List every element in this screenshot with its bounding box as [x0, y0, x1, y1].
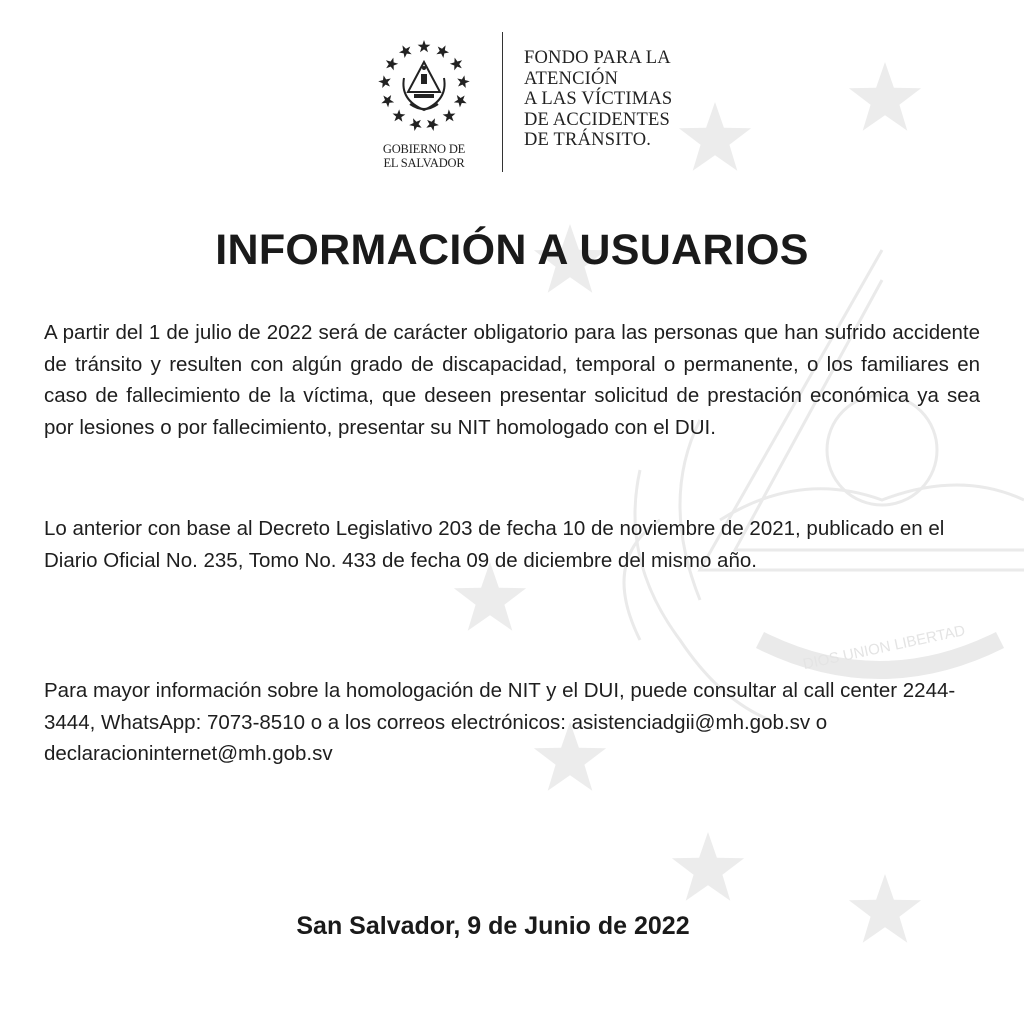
government-name-line: EL SALVADOR: [383, 156, 465, 170]
date-line: San Salvador, 9 de Junio de 2022: [296, 912, 690, 940]
paragraph-legal-basis: Lo anterior con base al Decreto Legislativo 203 de fecha 10 de noviembre de 2021, publicado en el Diario Oficial No. 235, Tomo No. 433 de fecha 09 de diciembre del mismo año.: [44, 517, 945, 572]
government-name: [360, 142, 488, 170]
government-name-line: GOBIERNO DE: [382, 142, 466, 156]
watermark-motto: DIOS UNION LIBERTAD: [801, 622, 967, 674]
fund-name-line: DE ACCIDENTES: [524, 109, 670, 130]
fund-name: [524, 48, 724, 151]
star-icon: [672, 832, 744, 901]
header-divider: [502, 32, 503, 172]
watermark-stars: [454, 62, 921, 943]
fund-name-line: ATENCIÓN: [524, 68, 619, 89]
paragraph-requirement: A partir del 1 de julio de 2022 será de carácter obligatorio para las personas que han sufrido accidente de tránsito y resulten con algún grado de discapacidad, temporal o permanente, o los familiares en caso de fallecimiento de la víctima, que deseen presentar solicitud de prestación económica ya sea por lesiones o por fallecimiento, presentar su NIT homologado con el DUI.: [44, 321, 980, 439]
coat-of-arms-seal-icon: [376, 38, 472, 134]
fund-name-line: FONDO PARA LA: [524, 48, 671, 68]
paragraph-contact-info: Para mayor información sobre la homologación de NIT y el DUI, puede consultar al call center 2244-3444, WhatsApp: 7073-8510 o a los correos electrónicos: asistenciadgii@mh.gob.sv o declaracioninternet@mh.gob.sv: [44, 679, 956, 765]
fund-name-line: A LAS VÍCTIMAS: [524, 89, 673, 110]
header: [0, 30, 1024, 175]
page-title: INFORMACIÓN A USUARIOS: [215, 226, 809, 274]
fund-name-line: DE TRÁNSITO.: [524, 130, 652, 151]
